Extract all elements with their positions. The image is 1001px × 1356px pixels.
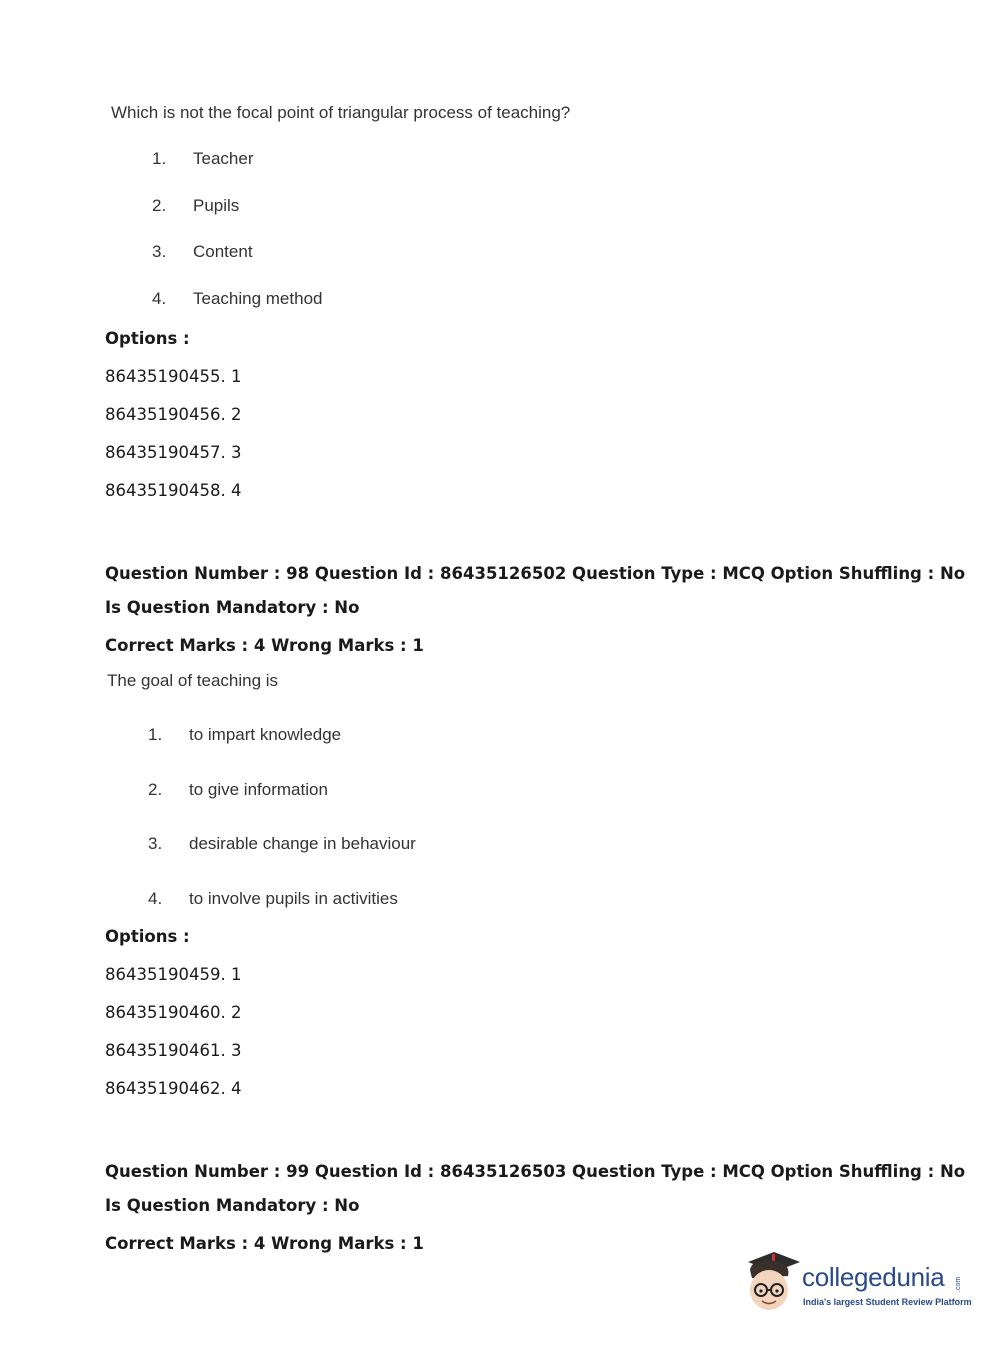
question-marks: Correct Marks : 4 Wrong Marks : 1 xyxy=(105,1234,424,1253)
logo-suffix: .com xyxy=(955,1276,962,1292)
choice-text: Teacher xyxy=(193,149,254,168)
options-label: Options : xyxy=(105,927,190,946)
question-text: The goal of teaching is xyxy=(107,671,279,690)
question-marks: Correct Marks : 4 Wrong Marks : 1 xyxy=(105,636,424,655)
choice-number: 3. xyxy=(148,834,163,853)
choice-text: to impart knowledge xyxy=(189,725,342,744)
option-id: 86435190456. 2 xyxy=(105,405,242,424)
mascot-icon xyxy=(742,1248,802,1318)
option-id: 86435190462. 4 xyxy=(105,1079,242,1098)
choice-number: 1. xyxy=(148,725,163,744)
question-text: Which is not the focal point of triangular process of teaching? xyxy=(111,103,571,122)
question-meta: Question Number : 98 Question Id : 86435126502 Question Type : MCQ Option Shuffling : No xyxy=(105,564,966,583)
question-meta: Question Number : 99 Question Id : 86435126503 Question Type : MCQ Option Shuffling : No xyxy=(105,1162,966,1181)
choice-number: 2. xyxy=(152,196,167,215)
collegedunia-logo xyxy=(742,1248,972,1318)
choice-text: Teaching method xyxy=(193,289,323,308)
choice-text: Pupils xyxy=(193,196,240,215)
question-mandatory: Is Question Mandatory : No xyxy=(105,598,360,617)
choice-number: 3. xyxy=(152,242,167,261)
choice-text: to involve pupils in activities xyxy=(189,889,398,908)
options-label: Options : xyxy=(105,329,190,348)
option-id: 86435190455. 1 xyxy=(105,367,242,386)
logo-tagline: India's largest Student Review Platform xyxy=(803,1297,972,1307)
choice-number: 4. xyxy=(148,889,163,908)
choice-number: 2. xyxy=(148,780,163,799)
choice-text: Content xyxy=(193,242,253,261)
option-id: 86435190459. 1 xyxy=(105,965,242,984)
option-id: 86435190460. 2 xyxy=(105,1003,242,1022)
choice-number: 4. xyxy=(152,289,167,308)
choice-text: desirable change in behaviour xyxy=(189,834,416,853)
logo-wordmark: collegedunia xyxy=(802,1262,945,1292)
choice-text: to give information xyxy=(189,780,328,799)
choice-number: 1. xyxy=(152,149,167,168)
option-id: 86435190457. 3 xyxy=(105,443,242,462)
option-id: 86435190461. 3 xyxy=(105,1041,242,1060)
question-mandatory: Is Question Mandatory : No xyxy=(105,1196,360,1215)
option-id: 86435190458. 4 xyxy=(105,481,242,500)
